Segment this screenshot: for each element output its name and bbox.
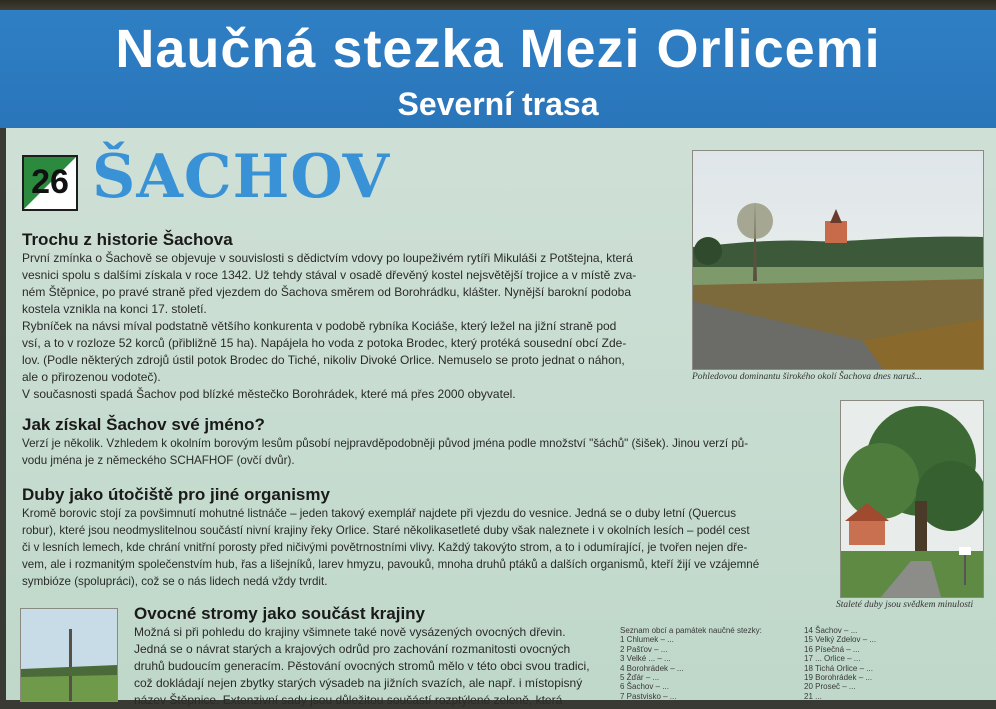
legend-item: 18 Tichá Orlice – ... bbox=[804, 663, 873, 673]
legend-item: 7 Pastvisko – ... bbox=[620, 691, 677, 700]
legend-item: 6 Šachov – ... bbox=[620, 682, 669, 692]
stop-number-badge bbox=[22, 155, 78, 211]
legend-item: Seznam obcí a památek naučné stezky: bbox=[620, 626, 762, 635]
legend-item: 17 ... Orlice – ... bbox=[804, 654, 861, 664]
legend-column-1 bbox=[620, 626, 800, 700]
section-heading-fruit-trees: Ovocné stromy jako součást krajiny bbox=[134, 604, 426, 623]
sign-title: Naučná stezka Mezi Orlicemi bbox=[115, 19, 881, 79]
section-text-oaks bbox=[22, 505, 759, 590]
section-heading-history: Trochu z historie Šachova bbox=[22, 230, 233, 249]
text-line: Možná si při pohledu do krajiny všimnete také nově vysázených ovocných dřevin. bbox=[134, 625, 566, 639]
text-line: Jedná se o návrat starých a krajových odrůd pro zachování rozmanitosti ovocných bbox=[134, 642, 571, 656]
text-line: název Štěpnice. Extenzivní sady jsou důležitou součástí rozptýlené zeleně, která bbox=[134, 693, 563, 707]
text-line: ale o přirozenou vodoteč). bbox=[22, 370, 161, 384]
section-text-history bbox=[22, 250, 636, 403]
legend-item: 20 Proseč – ... bbox=[804, 682, 856, 692]
legend-item: 19 Borohrádek – ... bbox=[804, 673, 873, 683]
text-line: V současnosti spadá Šachov pod blízké městečko Borohrádek, které má přes 2000 obyvatel. bbox=[22, 387, 516, 401]
text-line: Verzí je několik. Vzhledem k okolním borovým lesům působí nejpravděpodobněji původ jména podle množství "šáchů" (šišek). Jinou verzí pů- bbox=[22, 437, 749, 450]
text-line: lov. (Podle některých zdrojů ústil potok Brodec do Tiché, nikoliv Divoké Orlice. Nemuselo se proto jednat o náhon, bbox=[22, 353, 625, 367]
text-line: či v lesních lemech, kde chrání vnitřní porosty před ničivými povětrnostními vlivy. Každý takovýto strom, a to i odumírající, je tvořen nejen dře- bbox=[22, 541, 748, 554]
text-line: což dokládají nejen zbytky starých výsadeb na jižních svazích, ale např. i místopisný bbox=[134, 676, 583, 690]
text-line: vem, ale i rozmanitým společenstvím hub, řas a lišejníků, larev hmyzu, pavouků, mnoha druhů ptáků a dalších organismů, kteří žijí ve vzájemné bbox=[22, 558, 760, 571]
text-line: vsí, a to v rozloze 52 korců (přibližně 15 ha). Napájela ho voda z potoka Brodec, který protéká sousední obcí Zde- bbox=[22, 336, 627, 350]
text-line: Kromě borovic stojí za povšimnutí mohutné listnáče – jeden takový exemplář najdete při vjezdu do vesnice. Jedná se o duby letní (Quercus bbox=[22, 507, 737, 520]
stop-number: 26 bbox=[31, 163, 69, 201]
place-name: ŠACHOV bbox=[92, 142, 391, 212]
legend-item: 5 Žďár – ... bbox=[620, 673, 660, 683]
section-heading-name: Jak získal Šachov své jméno? bbox=[22, 415, 265, 434]
text-line: kostela vznikla na konci 17. století. bbox=[22, 302, 207, 316]
legend-item: 4 Borohrádek – ... bbox=[620, 663, 684, 673]
landscape-photo-caption: Pohledovou dominantu širokého okolí Šachova dnes naruš... bbox=[692, 372, 922, 382]
sign-header bbox=[0, 10, 996, 128]
stops-legend bbox=[618, 622, 996, 700]
legend-item: 3 Velké ... – ... bbox=[620, 654, 671, 664]
legend-item: 16 Písečná – ... bbox=[804, 644, 860, 654]
legend-item: 1 Chlumek – ... bbox=[620, 635, 674, 645]
text-line: robur), které jsou neodmyslitelnou součástí nivní krajiny řeky Orlice. Staré několikasetleté duby však naleznete i v okolních lesích – podél cest bbox=[22, 524, 750, 537]
oak-tree-image bbox=[841, 401, 983, 597]
text-line: ném Štěpnice, po pravé straně před vjezdem do Šachova směrem od Borohrádku, klášter. Nynější barokní podoba bbox=[22, 285, 632, 299]
text-line: vodu jména je z německého SCHAFHOF (ovčí dvůr). bbox=[22, 454, 295, 467]
orchard-image bbox=[21, 609, 117, 701]
legend-item: 2 Pašťov – ... bbox=[620, 644, 668, 654]
section-text-fruit-trees bbox=[134, 624, 590, 709]
sign-subtitle: Severní trasa bbox=[397, 86, 599, 122]
landscape-church-image bbox=[693, 151, 983, 369]
landscape-church-photo bbox=[692, 150, 984, 370]
text-line: vesnici spolu s dalšími získala v roce 1342. Už tehdy stával v osadě dřevěný kostel nejsvětější trojice a v místě zva- bbox=[22, 268, 637, 282]
orchard-photo bbox=[20, 608, 118, 702]
section-heading-oaks: Duby jako útočiště pro jiné organismy bbox=[22, 485, 330, 504]
oak-photo-caption: Staleté duby jsou svědkem minulosti bbox=[836, 600, 974, 610]
legend-item: 15 Velký Zdelov – ... bbox=[804, 635, 877, 645]
section-text-name bbox=[22, 435, 748, 469]
text-line: První zmínka o Šachově se objevuje v souvislosti s dědictvím vdovy po loupeživém rytíři Mikuláši z Potštejna, která bbox=[22, 251, 633, 265]
text-line: druhů budoucím generacím. Pěstování ovocných stromů mělo v této obci svou tradici, bbox=[134, 659, 590, 673]
legend-column-2 bbox=[804, 626, 984, 700]
legend-item: 14 Šachov – ... bbox=[804, 626, 858, 635]
oak-tree-photo bbox=[840, 400, 984, 598]
text-line: Rybníček na návsi míval podstatně většího konkurenta v podobě rybníka Kociáše, který ležel na jižní straně pod bbox=[22, 319, 617, 333]
legend-item: 21 ... bbox=[804, 691, 822, 700]
text-line: symbióze (spolupráci), což se o nás lidech nedá vždy tvrdit. bbox=[22, 575, 328, 588]
